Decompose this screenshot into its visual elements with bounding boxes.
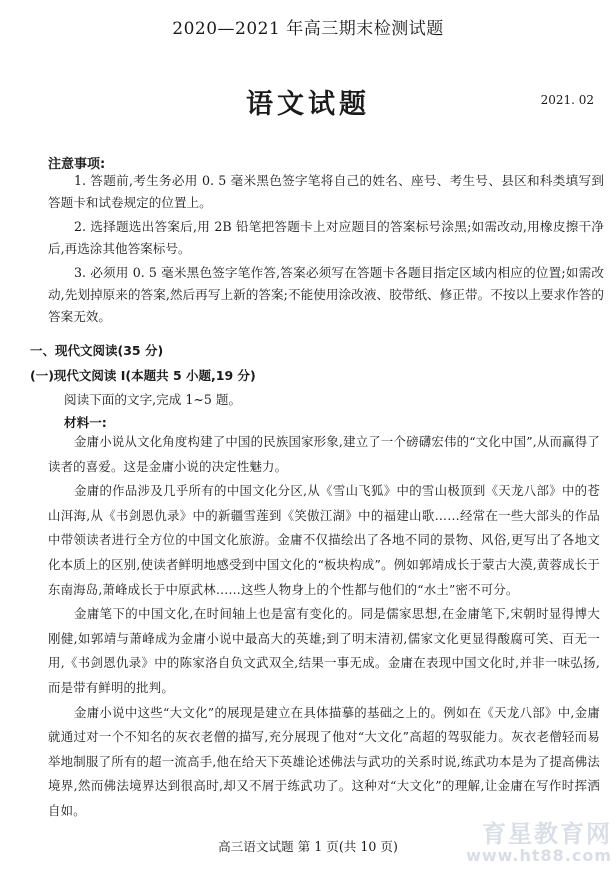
section-heading: 一、现代文阅读(35 分) (30, 343, 164, 358)
article-paragraph-4: 金庸小说中这些“大文化”的展现是建立在具体描摹的基础之上的。例如在《天龙八部》中,金庸就通过对一个不知名的灰衣老僧的描写,充分展现了他对“大文化”高超的驾驭能力。灰衣老僧轻而易举地制服了所有的超一流高手,他在给天下英雄论述佛法与武功的关系时说,练武功本是为了提高佛法境界,然而佛法境界达到很高时,却又不屑于练武功了。这种对“大文化”的理解,让金庸在写作时挥洒自如。 (48, 704, 600, 818)
exam-title: 2020—2021 年高三期末检测试题 (172, 19, 444, 39)
notice-item-2: 2. 选择题选出答案后,用 2B 铅笔把答题卡上对应题目的答案标号涂黑;如需改动,用橡皮擦干净后,再选涂其他答案标号。 (48, 219, 604, 256)
reading-instruction: 阅读下面的文字,完成 1~5 题。 (64, 392, 242, 407)
page-footer: 高三语文试题 第 1 页(共 10 页) (218, 839, 398, 854)
notice-heading: 注意事项: (48, 157, 106, 172)
subject-title: 语文试题 (246, 89, 370, 120)
watermark-name: 育星教育网 (482, 820, 612, 848)
article-paragraph-1: 金庸小说从文化角度构建了中国的民族国家形象,建立了一个磅礴宏伟的“文化中国”,从而赢得了读者的喜爱。这是金庸小说的决定性魅力。 (48, 434, 600, 474)
article-body (48, 430, 600, 824)
article-paragraph-2: 金庸的作品涉及几乎所有的中国文化分区,从《雪山飞狐》中的雪山极顶到《天龙八部》中的苍山洱海,从《书剑恩仇录》中的新疆雪莲到《笑傲江湖》中的福建山歌……经常在一些大部头的作品中带领读者进行全方位的中国文化旅游。金庸不仅描绘出了各地不同的景物、风俗,更写出了各地文化本质上的区别,使读者鲜明地感受到中国文化的“板块构成”。例如郭靖成长于蒙古大漠,黄蓉成长于东南海岛,萧峰成长于中原武林……这些人物身上的个性都与他们的“水土”密不可分。 (48, 483, 600, 597)
watermark-url: www.ht88.com (466, 846, 612, 865)
material-label: 材料一: (64, 415, 107, 430)
notice-item-1: 1. 答题前,考生务必用 0. 5 毫米黑色签字笔将自己的姓名、座号、考生号、县区和科类填写到答题卡和试卷规定的位置上。 (48, 173, 604, 210)
exam-date: 2021. 02 (540, 93, 594, 107)
notice-item-3: 3. 必须用 0. 5 毫米黑色签字笔作答,答案必须写在答题卡各题目指定区域内相应的位置;如需改动,先划掉原来的答案,然后再写上新的答案;不能使用涂改液、胶带纸、修正带。不按以上要求作答的答案无效。 (48, 265, 604, 324)
sub-section-heading: (一)现代文阅读 Ⅰ(本题共 5 小题,19 分) (30, 368, 256, 383)
notice-list (48, 170, 604, 330)
article-paragraph-3: 金庸笔下的中国文化,在时间轴上也是富有变化的。同是儒家思想,在金庸笔下,宋朝时显得博大刚健,如郭靖与萧峰成为金庸小说中最高大的英雄;到了明末清初,儒家文化更显得酸腐可笑、百无一用,《书剑恩仇录》中的陈家洛自负文武双全,结果一事无成。金庸在表现中国文化时,并非一味弘扬,而是带有鲜明的批判。 (48, 606, 600, 695)
